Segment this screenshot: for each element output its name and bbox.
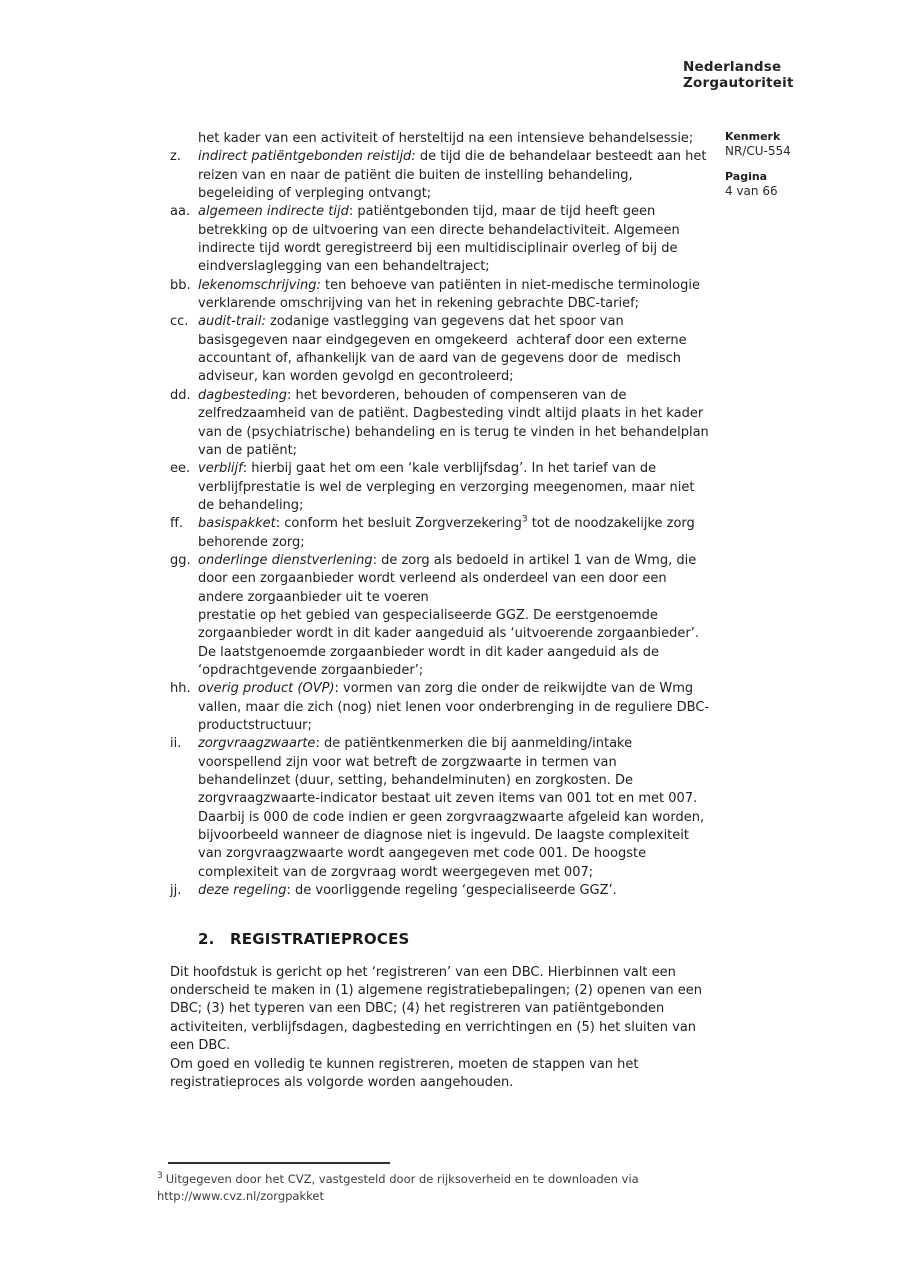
definition-term: dagbesteding [198,387,287,403]
document-meta [725,130,791,198]
body-paragraph: Om goed en volledig te kunnen registreren, moeten de stappen van het registratieproces als volgorde worden aangehouden. [170,1056,639,1090]
definition-marker: dd. [170,387,191,403]
definition-marker: ii. [170,736,182,752]
definition-text: onderlinge dienstverlening: de zorg als bedoeld in artikel 1 van de Wmg, die door een zorgaanbieder wordt verleend als onderdeel van een door een andere zorgaanbieder uit te voeren prestatie op het gebied van gespecialiseerde GGZ. De eerstgenoemde zorgaanbieder wordt in dit kader aangeduid als ‘uitvoerende zorgaanbieder’. De laatstgenoemde zorgaanbieder wordt in dit kader aangeduid als de ‘opdrachtgevende zorgaanbieder’; [198,552,699,678]
footnote [157,1162,717,1205]
definition-term: algemeen indirecte tijd [198,204,349,220]
definition-text: dagbesteding: het bevorderen, behouden of compenseren van de zelfredzaamheid van de patiënt. Dagbesteding vindt altijd plaats in het kader van de (psychiatrische) behandeling en is terug te vinden in het behandelplan van de patiënt; [198,387,709,458]
definition-marker: aa. [170,204,191,220]
definition-item [170,148,712,203]
definition-text: overig product (OVP): vormen van zorg die onder de reikwijdte van de Wmg vallen, maar die zich (nog) niet lenen voor onderbrenging in de reguliere DBC-productstructuur; [198,681,710,733]
definition-term: overig product (OVP) [198,681,335,697]
definition-marker: jj. [170,883,182,899]
definition-list [170,130,712,900]
definition-term: zorgvraagzwaarte [198,736,316,752]
definition-item [170,387,712,460]
definition-item [170,882,712,900]
definition-term: verblijf [198,461,243,477]
definition-marker: gg. [170,552,191,568]
footnote-url: http://www.cvz.nl/zorgpakket [157,1189,324,1203]
definition-term: onderlinge dienstverlening [198,552,373,568]
definition-marker: ee. [170,461,191,477]
section-paragraphs [170,964,712,1092]
definition-text: algemeen indirecte tijd: patiëntgebonden tijd, maar de tijd heeft geen betrekking op de uitvoering van een directe behandelactiviteit. Algemeen indirecte tijd wordt geregistreerd bij een multidisciplinair overleg of bij de eindverslaglegging van een behandeltraject; [198,204,680,275]
definition-term: indirect patiëntgebonden reistijd: [198,149,416,165]
definition-item [170,130,712,148]
definition-marker: z. [170,149,181,165]
footnote-reference: 3 [521,514,528,525]
definition-term: audit-trail: [198,314,266,330]
definition-item [170,552,712,680]
definition-term: deze regeling [198,883,287,899]
definition-text: audit-trail: zodanige vastlegging van gegevens dat het spoor van basisgegeven naar eindgegeven en omgekeerd achteraf door een externe accountant of, afhankelijk van de aard van de gegevens door de medisch adviseur, kan worden gevolgd en gecontroleerd; [198,314,687,385]
pagina-value: 4 van 66 [725,184,778,198]
document-body [170,130,712,1092]
section-heading [198,930,712,948]
definition-item [170,313,712,386]
definition-text: lekenomschrijving: ten behoeve van patiënten in niet-medische terminologie verklarende omschrijving van het in rekening gebrachte DBC-tarief; [198,277,700,312]
definition-item [170,735,712,882]
section-title: REGISTRATIEPROCES [230,930,410,949]
footnote-marker: 3 [157,1171,163,1182]
footnote-line [157,1171,717,1188]
definition-item [170,277,712,314]
definition-marker: ff. [170,516,184,532]
definition-item [170,460,712,515]
pagina-label: Pagina [725,170,768,183]
kenmerk-label: Kenmerk [725,130,781,143]
section-number: 2. [198,930,215,949]
definition-item [170,680,712,735]
definition-text: het kader van een activiteit of hersteltijd na een intensieve behandelsessie; [198,131,694,146]
definition-marker [170,130,198,148]
definition-term: basispakket [198,516,276,532]
definition-term: lekenomschrijving: [198,277,321,293]
footnote-text: Uitgegeven door het CVZ, vastgesteld door de rijksoverheid en te downloaden via [165,1172,639,1186]
definition-text: verblijf: hierbij gaat het om een ‘kale verblijfsdag’. In het tarief van de verblijfprestatie is wel de verpleging en verzorging meegenomen, maar niet de behandeling; [198,461,695,513]
definition-item [170,203,712,276]
definition-text: indirect patiëntgebonden reistijd: de tijd die de behandelaar besteedt aan het reizen van en naar de patiënt die buiten de instelling behandeling, begeleiding of verpleging ontvangt; [198,149,707,202]
footnote-divider [168,1162,390,1164]
definition-marker: hh. [170,681,191,697]
definition-text: basispakket: conform het besluit Zorgverzekering$^3$ tot de noodzakelijke zorg behorende zorg; [198,514,695,550]
definition-text: deze regeling: de voorliggende regeling ‘gespecialiseerde GGZ’. [198,883,617,899]
nza-logo: Nederlandse Zorgautoriteit [683,59,794,91]
definition-marker: bb. [170,277,191,293]
body-paragraph: Dit hoofdstuk is gericht op het ‘registreren’ van een DBC. Hierbinnen valt een onderscheid te maken in (1) algemene registratiebepalingen; (2) openen van een DBC; (3) het typeren van een DBC; (4) het registreren van patiëntgebonden activiteiten, verblijfsdagen, dagbesteding en verrichtingen en (5) het sluiten van een DBC. [170,964,702,1054]
kenmerk-value: NR/CU-554 [725,144,791,158]
definition-text: zorgvraagzwaarte: de patiëntkenmerken die bij aanmelding/intake voorspellend zijn voor wat betreft de zorgzwaarte in termen van behandelinzet (duur, setting, behandelminuten) en zorgkosten. De zorgvraagzwaarte-indicator bestaat uit zeven items van 001 tot en met 007. Daarbij is 000 de code indien er geen zorgvraagzwaarte afgeleid kan worden, bijvoorbeeld wanneer de diagnose niet is ingevuld. De laagste complexiteit van zorgvraagzwaarte wordt aangegeven met code 001. De hoogste complexiteit van de zorgvraag wordt weergegeven met 007; [198,736,705,880]
definition-marker: cc. [170,314,189,330]
definition-item [170,515,712,552]
